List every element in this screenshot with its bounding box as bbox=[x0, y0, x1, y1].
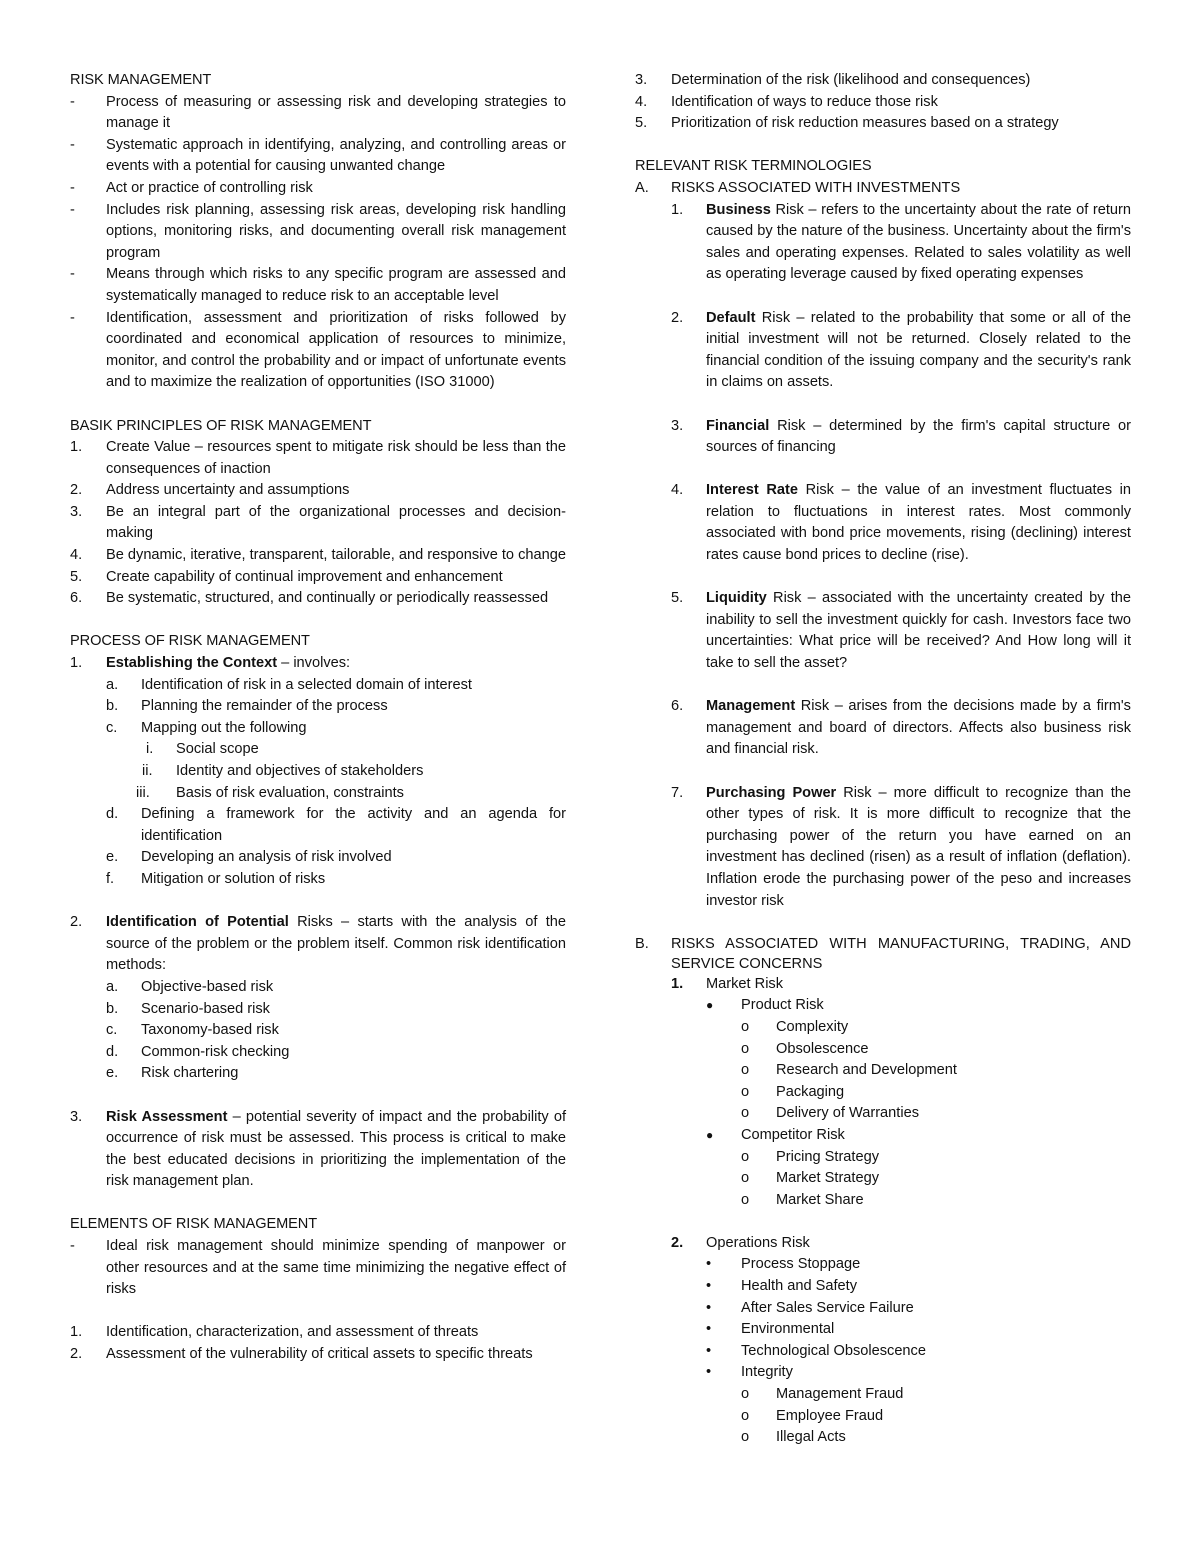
list-item: o Delivery of Warranties bbox=[741, 1105, 920, 1122]
list-item: iii. Basis of risk evaluation, constraints bbox=[136, 784, 404, 801]
left-column bbox=[70, 70, 566, 1366]
list-item: o Pricing Strategy bbox=[741, 1148, 880, 1165]
investment-risk-liquidity: 5. Liquidity Risk – associated with the uncertainty created by the inability to sell the investment quickly for cash. Investors face two uncertainties: What price will be received? And How long will it take to sell the asset? bbox=[671, 590, 1131, 672]
right-column bbox=[635, 70, 1131, 1449]
list-item: • Technological Obsolescence bbox=[706, 1342, 926, 1359]
process-heading: PROCESS OF RISK MANAGEMENT bbox=[70, 633, 310, 650]
list-item: • Environmental bbox=[706, 1321, 835, 1338]
elements-continued-list bbox=[635, 70, 1131, 135]
investment-risk-interest-rate: 4. Interest Rate Risk – the value of an investment fluctuates in relation to fluctuations in interest rates. Most commonly associated with bond price movements, rising (declining) interest rates cause bond prices to decline (rise). bbox=[671, 482, 1131, 564]
elements-list bbox=[70, 1236, 566, 1366]
list-item: - Systematic approach in identifying, analyzing, and controlling areas or events with a potential for causing unwanted change bbox=[70, 136, 566, 175]
list-item: 3. Determination of the risk (likelihood and consequences) bbox=[635, 72, 1031, 88]
list-item: c. Mapping out the following bbox=[106, 719, 307, 736]
list-item: d. Defining a framework for the activity and an agenda for identification bbox=[106, 806, 566, 844]
operations-risk-heading: 2. Operations Risk bbox=[671, 1234, 810, 1251]
list-item: o Market Strategy bbox=[741, 1170, 880, 1187]
list-item: - Identification, assessment and prioritization of risks followed by coordinated and economical application of resources to minimize, monitor, and control the probability and or impact of unfortunate events and to maximize the realization of opportunities (ISO 31000) bbox=[70, 309, 566, 391]
list-item: o Illegal Acts bbox=[741, 1429, 846, 1446]
list-item: • After Sales Service Failure bbox=[706, 1299, 914, 1316]
list-item: 1. Identification, characterization, and assessment of threats bbox=[70, 1324, 479, 1341]
list-item: b. Scenario-based risk bbox=[106, 1000, 270, 1017]
list-item: 2. Assessment of the vulnerability of critical assets to specific threats bbox=[70, 1346, 533, 1363]
terminologies-heading: RELEVANT RISK TERMINOLOGIES bbox=[635, 158, 872, 175]
investment-risk-management: 6. Management Risk – arises from the decisions made by a firm's management and board of directors. Affects also business risk and financial risk. bbox=[671, 698, 1131, 758]
list-item: 5. Prioritization of risk reduction measures based on a strategy bbox=[635, 115, 1059, 132]
list-item: 2. Address uncertainty and assumptions bbox=[70, 482, 350, 499]
list-item: o Complexity bbox=[741, 1018, 849, 1035]
process-step-identification: 2. Identification of Potential Risks – starts with the analysis of the source of the problem or the problem itself. Common risk identification methods: bbox=[70, 914, 566, 974]
list-item: 5. Create capability of continual improvement and enhancement bbox=[70, 568, 503, 585]
investment-risk-purchasing-power: 7. Purchasing Power Risk – more difficult to recognize than the other types of risk. It is more difficult to recognize that the purchasing power of the return you have earned on an investment has declined (risen) as a result of inflation (deflation). Inflation erode the purchasing power of the peso and increases investor risk bbox=[671, 784, 1132, 909]
list-item: 3. Be an integral part of the organizational processes and decision-making bbox=[70, 503, 566, 542]
list-item: e. Risk chartering bbox=[106, 1065, 239, 1082]
list-item: i. Social scope bbox=[146, 741, 259, 758]
investment-risks-list bbox=[635, 200, 1131, 913]
list-item: a. Identification of risk in a selected domain of interest bbox=[106, 676, 472, 693]
list-item: o Market Share bbox=[741, 1191, 864, 1208]
list-item: o Research and Development bbox=[741, 1062, 957, 1079]
list-item: f. Mitigation or solution of risks bbox=[106, 870, 326, 887]
list-item: o Packaging bbox=[741, 1083, 845, 1100]
list-item: • Health and Safety bbox=[706, 1278, 858, 1295]
list-item: o Employee Fraud bbox=[741, 1407, 884, 1424]
section-a-heading: A. RISKS ASSOCIATED WITH INVESTMENTS bbox=[635, 179, 961, 196]
investment-risk-business: 1. Business Risk – refers to the uncertainty about the rate of return caused by the nature of the business. Uncertainty about the firm's sales and operating expenses. Related to sales volatility as well as operating leverage caused by fixed operating expenses bbox=[671, 201, 1132, 283]
risk-management-list bbox=[70, 92, 566, 394]
list-item: • Process Stoppage bbox=[706, 1256, 861, 1273]
list-item: 1. Create Value – resources spent to mitigate risk should be less than the consequences of inaction bbox=[70, 439, 566, 477]
section-b-heading: B. RISKS ASSOCIATED WITH MANUFACTURING, TRADING, AND SERVICE CONCERNS bbox=[635, 935, 1131, 972]
list-item: c. Taxonomy-based risk bbox=[106, 1022, 279, 1039]
list-item: - Process of measuring or assessing risk and developing strategies to manage it bbox=[70, 93, 566, 132]
process-step-context: 1. Establishing the Context – involves: bbox=[70, 655, 351, 672]
investment-risk-default: 2. Default Risk – related to the probability that some or all of the initial investment will not be returned. Closely related to the financial condition of the issuing company and the security's rank in claims on assets. bbox=[671, 309, 1131, 391]
list-item: - Includes risk planning, assessing risk areas, developing risk handling options, monitoring risks, and documenting overall risk management program bbox=[70, 201, 566, 261]
process-list bbox=[70, 653, 566, 1193]
investment-risk-financial: 3. Financial Risk – determined by the firm's capital structure or sources of financing bbox=[671, 417, 1131, 456]
list-item: 4. Identification of ways to reduce those risk bbox=[635, 93, 938, 110]
list-item: 6. Be systematic, structured, and continually or periodically reassessed bbox=[70, 590, 549, 607]
list-item: d. Common-risk checking bbox=[106, 1043, 290, 1060]
elements-heading: ELEMENTS OF RISK MANAGEMENT bbox=[70, 1216, 318, 1233]
list-item: - Means through which risks to any specific program are assessed and systematically managed to reduce risk to an acceptable level bbox=[70, 266, 566, 304]
list-item: e. Developing an analysis of risk involved bbox=[106, 849, 392, 866]
list-item: b. Planning the remainder of the process bbox=[106, 698, 388, 715]
list-item: - Ideal risk management should minimize spending of manpower or other resources and at the same time minimizing the negative effect of risks bbox=[70, 1238, 566, 1298]
market-risk-heading: 1. Market Risk bbox=[671, 975, 784, 992]
basic-principles-heading: BASIK PRINCIPLES OF RISK MANAGEMENT bbox=[70, 417, 372, 434]
list-item: - Act or practice of controlling risk bbox=[70, 179, 313, 196]
list-item: • Integrity bbox=[706, 1364, 793, 1381]
list-item: a. Objective-based risk bbox=[106, 978, 274, 995]
process-step-assessment: 3. Risk Assessment – potential severity of impact and the probability of occurrence of risk must be assessed. This process is critical to make the best educated decisions in prioritizing the implementation of the risk management plan. bbox=[70, 1108, 567, 1190]
list-item: o Management Fraud bbox=[741, 1386, 904, 1403]
basic-principles-list bbox=[70, 437, 566, 610]
risk-management-heading: RISK MANAGEMENT bbox=[70, 72, 212, 88]
competitor-risk-heading: ● Competitor Risk bbox=[706, 1126, 845, 1143]
product-risk-heading: ● Product Risk bbox=[706, 997, 824, 1014]
list-item: o Obsolescence bbox=[741, 1040, 869, 1057]
list-item: 4. Be dynamic, iterative, transparent, tailorable, and responsive to change bbox=[70, 547, 566, 564]
list-item: ii. Identity and objectives of stakeholders bbox=[142, 763, 424, 779]
